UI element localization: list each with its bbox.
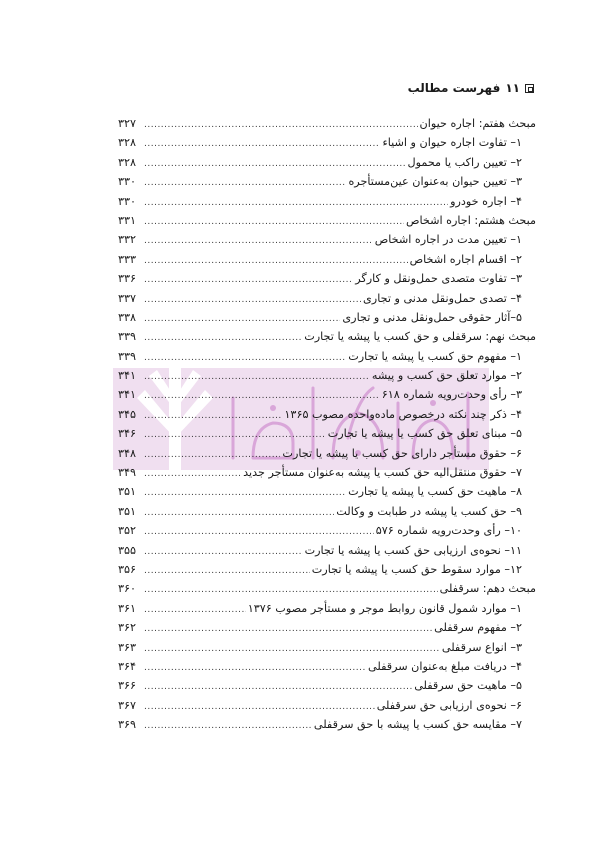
toc-entry-title: ۲– تعیین راکب یا محمول: [407, 155, 522, 169]
toc-entry[interactable]: [118, 444, 536, 463]
toc-entry-page: ۳۵۱: [118, 485, 137, 499]
toc-entry-title: ۶– حقوق مستأجر دارای حق کسب یا پیشه یا تجارت: [282, 446, 522, 460]
toc-entry-title: ۱۱– نحوه‌ی ارزیابی حق کسب یا پیشه یا تجارت: [304, 543, 522, 557]
toc-section-heading[interactable]: [118, 211, 536, 230]
toc-entry-title: ۳– تعیین حیوان به‌عنوان عین‌مستأجره: [348, 175, 522, 189]
toc-entry-page: ۳۴۶: [118, 427, 137, 441]
toc-entry-title: مبحث نهم: سرقفلی و حق کسب یا پیشه یا تجارت: [304, 330, 536, 344]
toc-entry-page: ۳۳۸: [118, 310, 137, 324]
toc-entry-page: ۳۴۱: [118, 388, 137, 402]
toc-entry-page: ۳۳۳: [118, 252, 137, 266]
toc-entry[interactable]: [118, 133, 536, 152]
dot-leader: [144, 717, 312, 736]
toc-entry[interactable]: [118, 463, 536, 482]
toc-entry-title: ۷– حقوق منتقل‌الیه حق کسب یا پیشه به‌عنوان مستأجر جدید: [243, 466, 522, 480]
header-page-group: [505, 81, 534, 95]
toc-entry-title: مبحث هشتم: اجاره اشخاص: [405, 213, 536, 227]
toc-entry[interactable]: [118, 405, 536, 424]
book-icon: [525, 84, 534, 93]
toc-entry-title: ۴– اجاره خودرو: [450, 194, 522, 208]
toc-entry-title: ۷– مقایسه حق کسب یا پیشه با حق سرقفلی: [313, 718, 522, 732]
toc-entry-page: ۳۵۶: [118, 562, 137, 576]
toc-entry[interactable]: [118, 192, 536, 211]
running-header: [66, 79, 534, 97]
toc-entry-title: مبحث هفتم: اجاره حیوان: [419, 117, 536, 130]
toc-entry-page: ۳۶۴: [118, 659, 137, 673]
toc-entry-title: ۱– موارد شمول قانون روابط موجر و مستأجر مصوب ۱۳۷۶: [247, 601, 522, 615]
toc-entry-page: ۳۳۹: [118, 349, 137, 363]
toc-entry-page: ۳۶۰: [118, 582, 137, 596]
toc-entry[interactable]: [118, 618, 536, 637]
toc-entry[interactable]: [118, 638, 536, 657]
table-of-contents: [118, 114, 536, 735]
toc-entry-title: ۵– مبنای تعلق حق کسب یا پیشه یا تجارت: [327, 427, 522, 441]
toc-entry[interactable]: [118, 385, 536, 404]
toc-entry-page: ۳۳۰: [118, 175, 137, 189]
toc-entry[interactable]: [118, 347, 536, 366]
toc-entry-title: ۲– موارد تعلق حق کسب و پیشه: [371, 369, 522, 383]
toc-entry-page: ۳۶۳: [118, 640, 137, 654]
toc-entry[interactable]: [118, 289, 536, 308]
toc-entry[interactable]: [118, 366, 536, 385]
toc-entry[interactable]: [118, 541, 536, 560]
header-title: فهرست مطالب: [407, 81, 501, 95]
toc-entry-title: ۸– ماهیت حق کسب یا پیشه یا تجارت: [348, 485, 522, 499]
toc-entry-page: ۳۶۶: [118, 679, 137, 693]
toc-entry-title: ۳– تفاوت متصدی حمل‌ونقل و کارگر: [355, 272, 522, 286]
toc-entry-page: ۳۶۹: [118, 718, 137, 732]
toc-entry-title: ۴– دریافت مبلغ به‌عنوان سرقفلی: [368, 659, 522, 673]
header-page-number: ۱۱: [505, 81, 520, 95]
toc-entry-page: ۳۴۸: [118, 446, 137, 460]
toc-entry-title: ۵–آثار حقوقی حمل‌ونقل مدنی و تجاری: [342, 310, 522, 324]
toc-entry-page: ۳۵۵: [118, 543, 137, 557]
toc-entry[interactable]: [118, 715, 536, 734]
toc-entry-page: ۳۴۹: [118, 466, 137, 480]
toc-entry-page: ۳۳۱: [118, 213, 137, 227]
toc-entry-title: ۱– تفاوت اجاره حیوان و اشیاء: [382, 136, 522, 150]
toc-entry-title: ۶– نحوه‌ی ارزیابی حق سرقفلی: [376, 698, 522, 712]
toc-entry-page: ۳۴۵: [118, 407, 137, 421]
toc-entry[interactable]: [118, 696, 536, 715]
toc-section-heading[interactable]: [118, 327, 536, 346]
toc-entry-page: ۳۵۲: [118, 524, 137, 538]
toc-entry[interactable]: [118, 560, 536, 579]
toc-entry-page: ۳۳۹: [118, 330, 137, 344]
toc-entry-page: ۳۲۸: [118, 136, 137, 150]
toc-entry-title: ۱۲– موارد سقوط حق کسب یا پیشه یا تجارت: [311, 562, 522, 576]
toc-entry-title: ۲– مفهوم سرقفلی: [434, 621, 522, 635]
toc-entry-page: ۳۶۲: [118, 621, 137, 635]
toc-entry-page: ۳۴۱: [118, 369, 137, 383]
toc-entry[interactable]: [118, 676, 536, 695]
toc-entry-title: ۳– انواع سرقفلی: [441, 640, 522, 654]
toc-entry-page: ۳۲۷: [118, 117, 137, 130]
toc-entry-title: ۹– حق کسب یا پیشه در طبابت و وکالت: [336, 504, 522, 518]
toc-entry-title: مبحث دهم: سرقفلی: [439, 582, 536, 596]
toc-entry-title: ۱۰– رأی وحدت‌رویه شماره ۵۷۶: [375, 524, 522, 538]
toc-entry-page: ۳۳۰: [118, 194, 137, 208]
toc-entry[interactable]: [118, 599, 536, 618]
toc-entry[interactable]: [118, 308, 536, 327]
toc-entry[interactable]: [118, 424, 536, 443]
toc-entry[interactable]: [118, 657, 536, 676]
toc-entry-page: ۳۳۶: [118, 272, 137, 286]
toc-entry-title: ۱– مفهوم حق کسب یا پیشه یا تجارت: [348, 349, 522, 363]
toc-section-heading[interactable]: [118, 114, 536, 133]
toc-entry-page: ۳۵۱: [118, 504, 137, 518]
toc-entry[interactable]: [118, 230, 536, 249]
toc-entry-title: ۴– ذکر چند نکته درخصوص ماده‌واحده مصوب ۱۳۶۵: [284, 407, 522, 421]
toc-entry[interactable]: [118, 172, 536, 191]
toc-entry-page: ۳۶۱: [118, 601, 137, 615]
toc-entry-page: ۳۶۷: [118, 698, 137, 712]
toc-entry-title: ۱– تعیین مدت در اجاره اشخاص: [374, 233, 522, 247]
toc-entry[interactable]: [118, 153, 536, 172]
toc-entry-page: ۳۳۷: [118, 291, 137, 305]
toc-entry-title: ۵– ماهیت حق سرقفلی: [414, 679, 522, 693]
toc-section-heading[interactable]: [118, 579, 536, 598]
toc-entry[interactable]: [118, 521, 536, 540]
toc-entry-title: ۳– رأی وحدت‌رویه شماره ۶۱۸: [381, 388, 522, 402]
toc-entry-title: ۴– تصدی حمل‌ونقل مدنی و تجاری: [363, 291, 522, 305]
toc-entry[interactable]: [118, 250, 536, 269]
toc-entry[interactable]: [118, 269, 536, 288]
toc-entry[interactable]: [118, 482, 536, 501]
toc-entry-page: ۳۳۲: [118, 233, 137, 247]
toc-entry[interactable]: [118, 502, 536, 521]
toc-entry-title: ۲– اقسام اجاره اشخاص: [409, 252, 522, 266]
toc-entry-page: ۳۲۸: [118, 155, 137, 169]
